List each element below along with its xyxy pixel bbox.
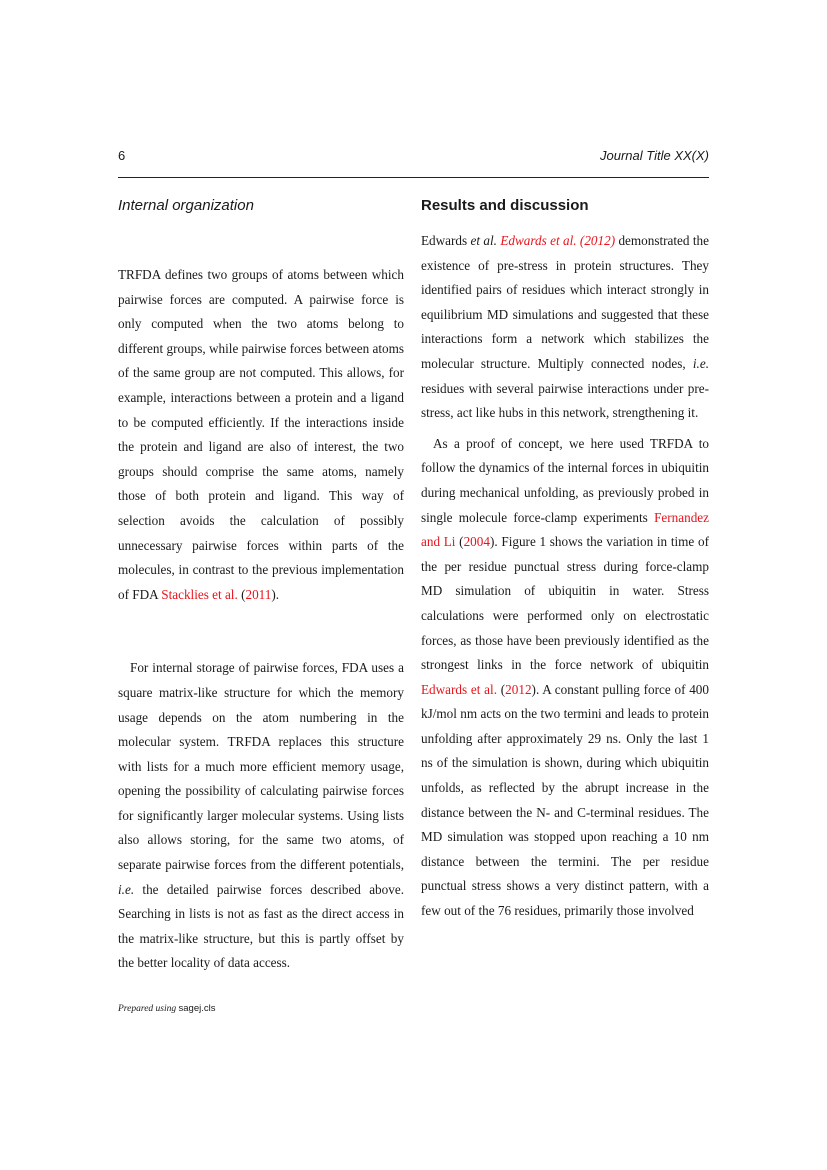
paragraph-text: Edwards bbox=[421, 233, 471, 248]
citation-link-edwards[interactable]: Edwards et al. bbox=[500, 233, 577, 248]
paragraph-text: . A constant pulling force of 400 kJ/mol nm acts on the two termini and leads to protein unfolding after approximately 29 ns. Only the last 1 ns of the simulation is shown, during which ubiquitin unfolds, as reflected by the abrupt increase in the distance between the N- and C-terminal residues. The MD simulation was stopped upon reaching a 10 nm distance between the termini. The per residue punctual stress shows a very distinct pattern, with a few out of the 76 residues, primarily those involved bbox=[421, 681, 709, 919]
footer-prepared-label: Prepared using bbox=[118, 1004, 177, 1014]
left-column bbox=[118, 195, 404, 976]
citation-paren-close: ). bbox=[271, 586, 280, 602]
citation-paren-open: ( bbox=[455, 534, 464, 550]
italic-et-al: et al. bbox=[470, 233, 497, 248]
citation-paren-close: ) bbox=[489, 534, 495, 550]
citation-year-link-2011[interactable]: 2011 bbox=[245, 586, 272, 602]
paragraph-prestress bbox=[421, 229, 709, 426]
footer-class-file: sagej.cls bbox=[178, 1003, 216, 1014]
citation-link-edwards-2[interactable]: Edwards et al. bbox=[421, 681, 497, 697]
paragraph-proof-of-concept bbox=[421, 432, 709, 924]
citation-paren-close: ) bbox=[531, 681, 536, 697]
italic-ie: i.e. bbox=[118, 881, 135, 897]
right-column bbox=[421, 195, 709, 924]
paragraph-text: TRFDA defines two groups of atoms between which pairwise forces are computed. A pairwise force is only computed when the two atoms belong to different groups, while pairwise forces between atoms of the same group are not computed. This allows, for example, interactions between a protein and a ligand to be computed efficiently. If the interactions inside the protein and ligand are also of interest, the two groups should comprise the same atoms, namely those of both protein and ligand. This way of selection avoids the calculation of possibly unnecessary pairwise forces within parts of the molecules, in contrast to the previous implementation of FDA bbox=[118, 267, 404, 602]
paragraph-text: residues with several pairwise interactions under pre-stress, act like hubs in this network, strengthening it. bbox=[421, 380, 709, 421]
footer-prepared-using bbox=[118, 1003, 215, 1014]
paragraph-text: For internal storage of pairwise forces, FDA uses a square matrix-like structure for which the memory usage depends on the atom numbering in the molecular system. TRFDA replaces this structure with lists for a much more efficient memory usage, opening the possibility of calculating pairwise forces for significantly larger molecular systems. Using lists also allows storing, for the same two atoms, of separate pairwise forces from the different potentials, bbox=[118, 660, 404, 873]
citation-paren-open: ( bbox=[497, 681, 506, 697]
italic-ie: i.e. bbox=[692, 355, 709, 371]
citation-link-fernandez-li[interactable]: Fernandez and Li bbox=[421, 509, 709, 550]
citation-year-link-2012-2[interactable]: 2012 bbox=[505, 681, 532, 697]
header-rule bbox=[118, 177, 709, 178]
section-heading-results-and-discussion: Results and discussion bbox=[421, 197, 589, 214]
paragraph-text: As a proof of concept, we here used TRFDA to follow the dynamics of the internal forces in ubiquitin during mechanical unfolding, as previously probed in single molecule force-clamp experiments bbox=[421, 435, 709, 525]
subsection-heading-internal-organization: Internal organization bbox=[118, 197, 254, 214]
page-number: 6 bbox=[118, 148, 126, 163]
journal-title: Journal Title XX(X) bbox=[600, 148, 709, 163]
paragraph-storage bbox=[118, 656, 404, 976]
paragraph-text: demonstrated the existence of pre-stress in protein structures. They identified pairs of residues which interact strongly in equilibrium MD simulations and suggested that these interactions form a network which stabilizes the molecular structure. Multiply connected nodes, bbox=[421, 233, 709, 371]
citation-year-link-2012[interactable]: (2012) bbox=[576, 233, 616, 248]
paragraph-text: . Figure 1 shows the variation in time of the per residue punctual stress during force-clamp MD simulation of ubiquitin in water. Stress calculations were performed only on electrostatic forces, as those have been previously identified as the strongest links in the force network of ubiquitin bbox=[421, 534, 709, 673]
citation-link-stacklies[interactable]: Stacklies et al. bbox=[161, 586, 238, 602]
paragraph-groups bbox=[118, 263, 404, 607]
paragraph-text: the detailed pairwise forces described above. Searching in lists is not as fast as the direct access in the matrix-like structure, but this is partly offset by the better locality of data access. bbox=[118, 881, 404, 971]
citation-year-link-2004[interactable]: 2004 bbox=[463, 534, 490, 550]
citation-paren-open: ( bbox=[237, 586, 246, 602]
